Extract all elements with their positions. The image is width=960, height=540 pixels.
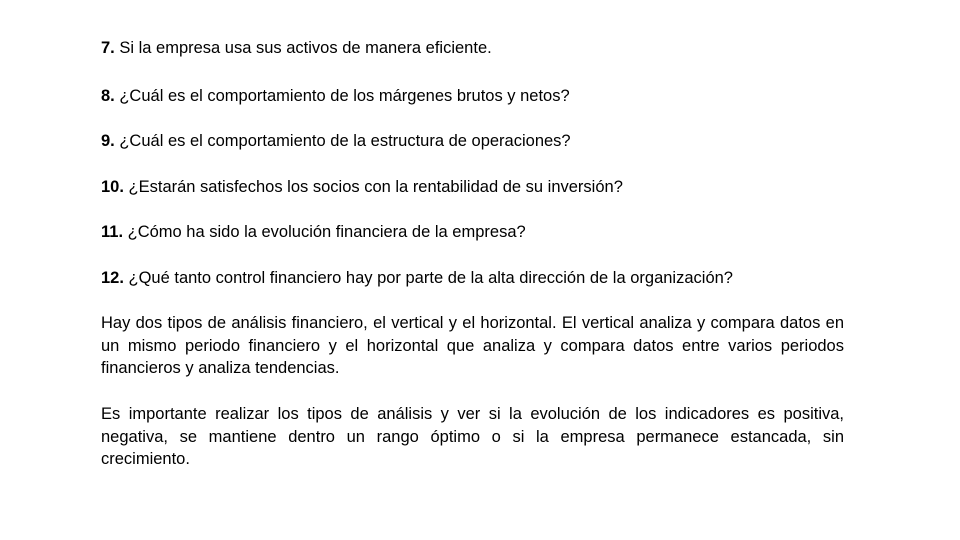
question-number: 9.: [101, 132, 115, 150]
question-number: 8.: [101, 87, 115, 105]
question-10: [101, 177, 623, 197]
question-text: ¿Qué tanto control financiero hay por parte de la alta dirección de la organización?: [123, 269, 733, 287]
question-8: [101, 86, 570, 106]
question-text: ¿Cuál es el comportamiento de la estructura de operaciones?: [114, 132, 571, 150]
question-number: 11.: [101, 223, 124, 241]
question-7: [101, 38, 492, 58]
question-text: ¿Cómo ha sido la evolución financiera de la empresa?: [123, 223, 526, 241]
question-12: [101, 268, 733, 288]
question-text: ¿Estarán satisfechos los socios con la rentabilidad de su inversión?: [123, 178, 623, 196]
question-number: 12.: [101, 269, 124, 287]
question-11: [101, 222, 526, 242]
question-text: Si la empresa usa sus activos de manera eficiente.: [114, 39, 492, 57]
question-number: 7.: [101, 39, 115, 57]
question-number: 10.: [101, 178, 124, 196]
question-text: ¿Cuál es el comportamiento de los márgenes brutos y netos?: [114, 87, 570, 105]
paragraph-analysis-types: Hay dos tipos de análisis financiero, el vertical y el horizontal. El vertical analiza y compara datos en un mismo periodo financiero y el horizontal que analiza y compara datos entre varios periodos financieros y analiza tendencias.: [101, 314, 844, 377]
paragraph-indicators: Es importante realizar los tipos de análisis y ver si la evolución de los indicadores es positiva, negativa, se mantiene dentro un rango óptimo o si la empresa permanece estancada, sin crecimiento.: [101, 405, 844, 468]
question-9: [101, 131, 571, 151]
